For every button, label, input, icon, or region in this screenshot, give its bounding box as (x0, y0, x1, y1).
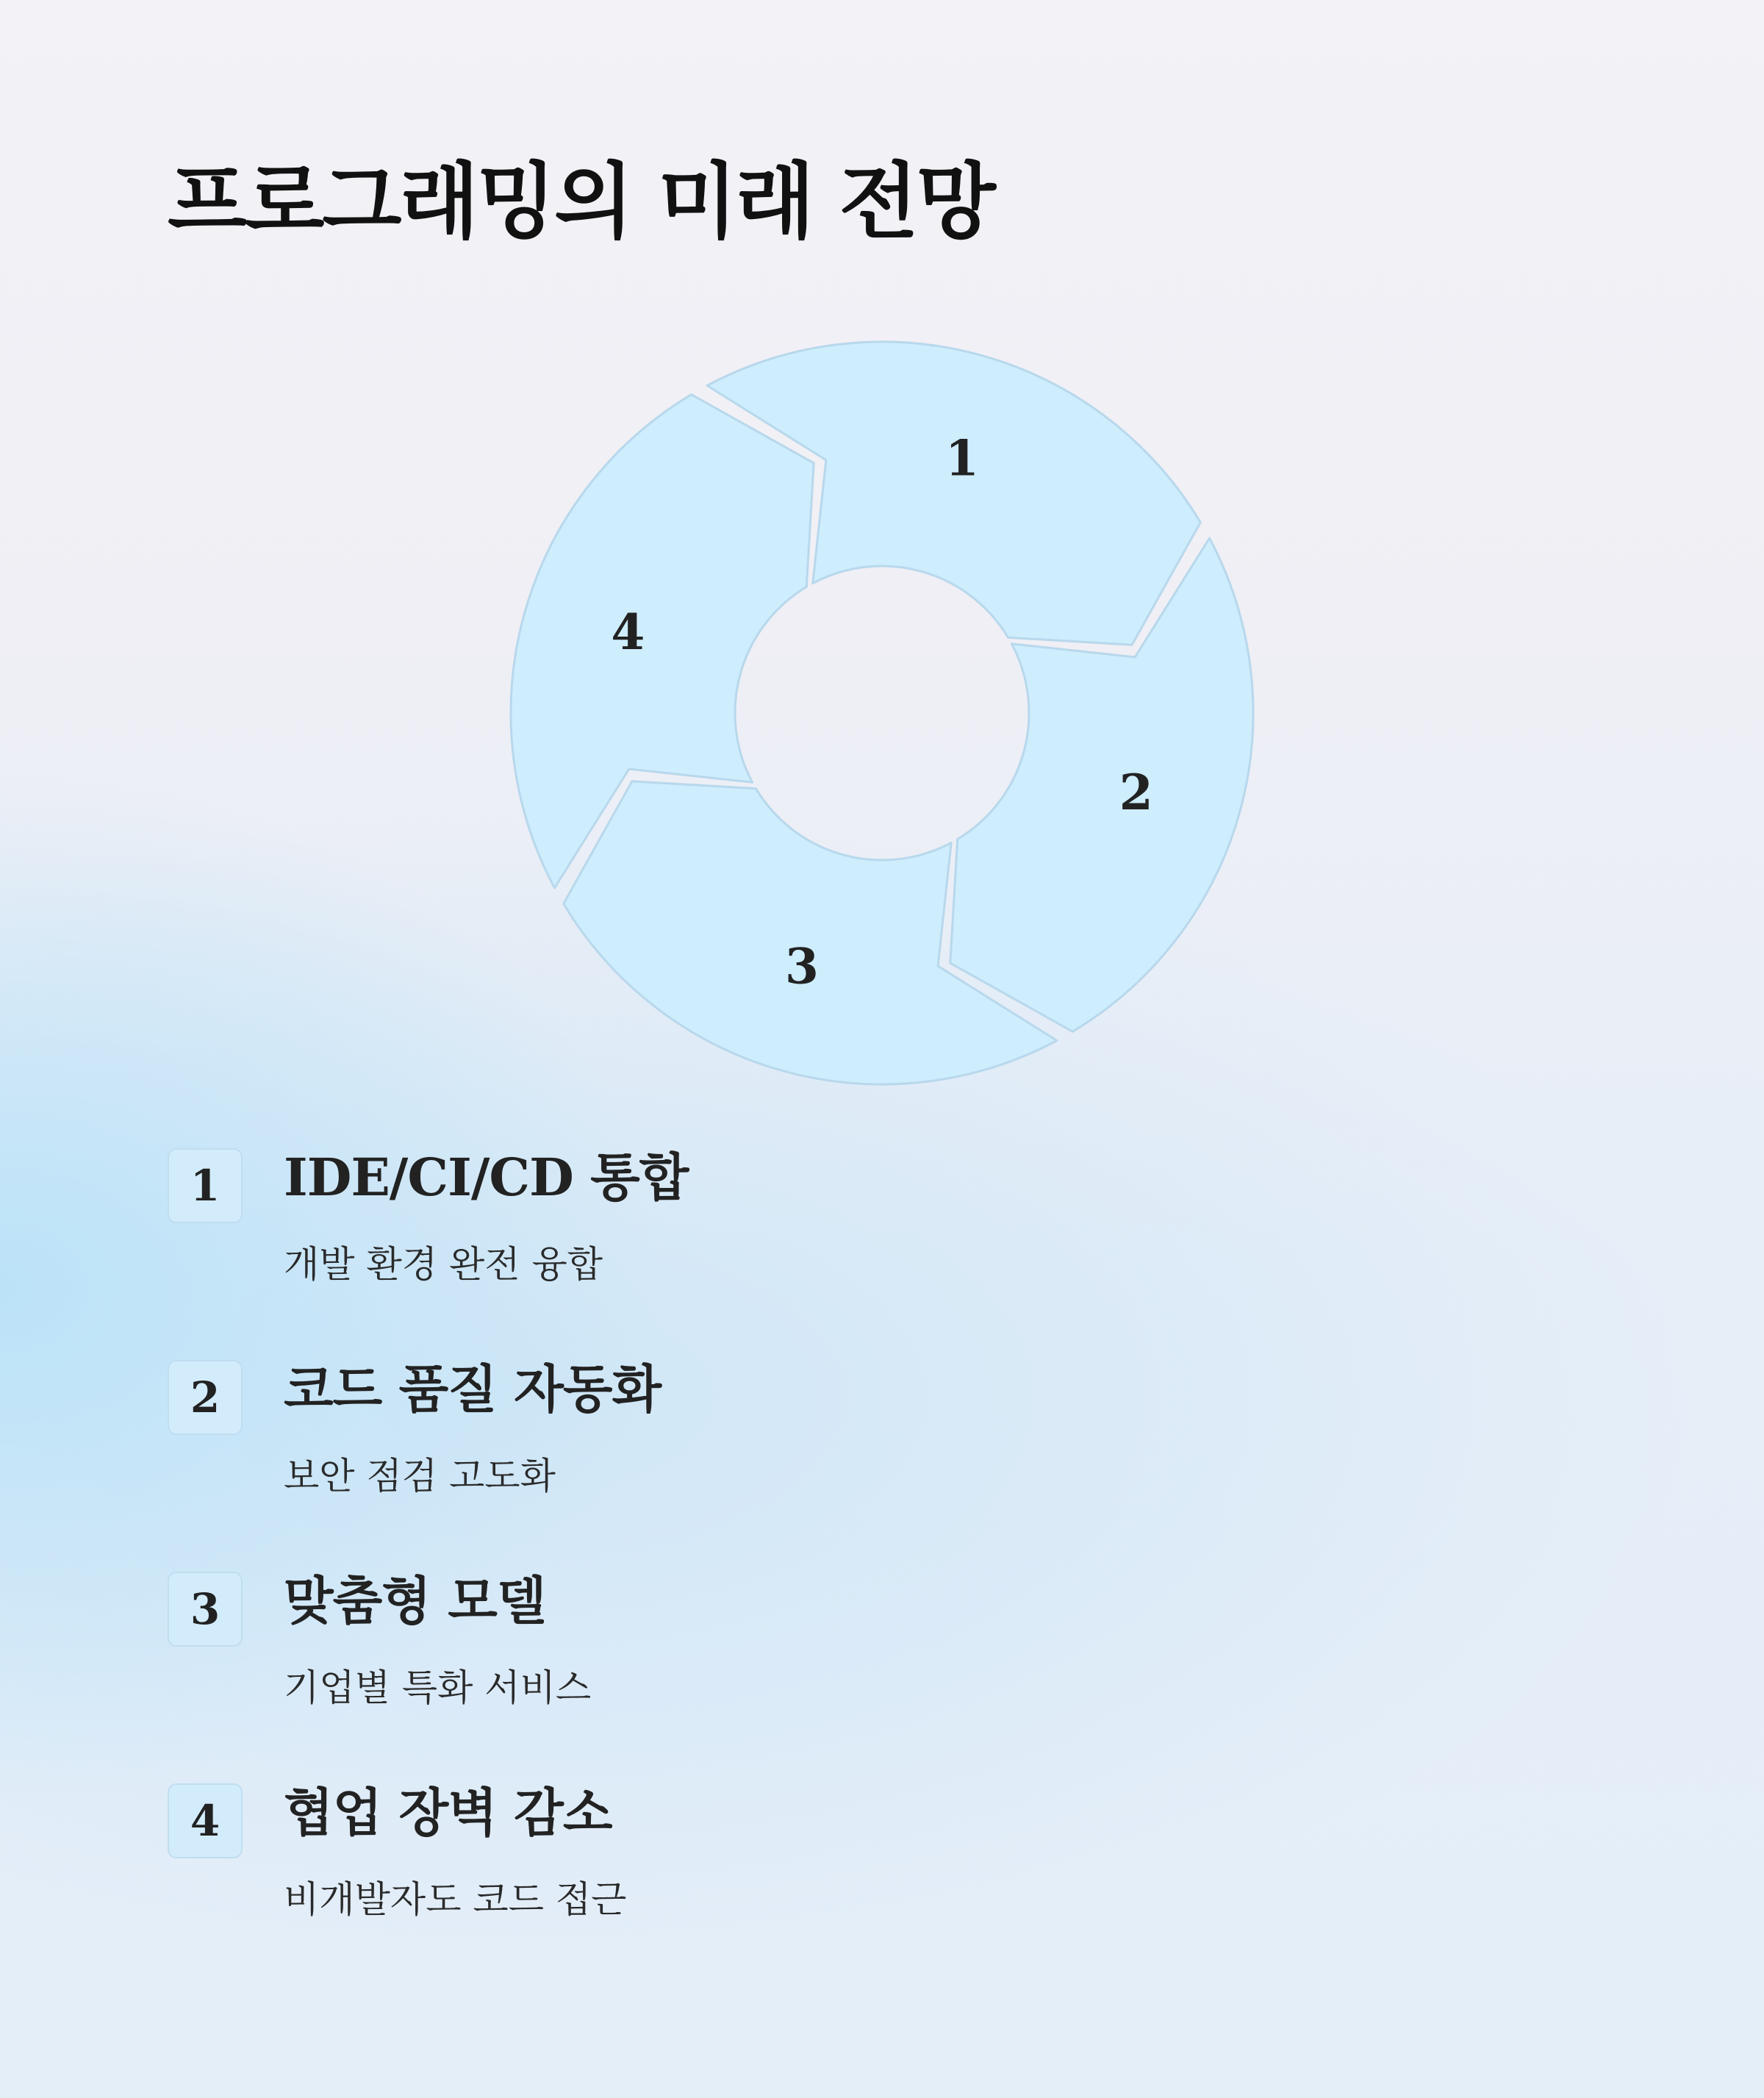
item-list (168, 1148, 1564, 1995)
item-title: IDE/CI/CD 통합 (284, 1147, 689, 1208)
item-number-badge: 4 (168, 1783, 243, 1858)
list-item-2 (168, 1360, 1564, 1572)
cycle-segment-label-2: 2 (1119, 764, 1153, 821)
item-description: 기업별 특화 서비스 (284, 1666, 592, 1709)
page-title: 프로그래밍의 미래 전망 (168, 154, 994, 250)
cycle-segment-label-4: 4 (611, 604, 645, 661)
list-item-3 (168, 1572, 1564, 1783)
list-item-4 (168, 1783, 1564, 1995)
item-number-badge: 2 (168, 1360, 243, 1435)
item-number-badge: 3 (168, 1572, 243, 1647)
item-title: 맞춤형 모델 (284, 1571, 546, 1631)
cycle-segment-label-3: 3 (785, 937, 819, 995)
item-number-badge: 1 (168, 1148, 243, 1223)
list-item-1 (168, 1148, 1564, 1360)
item-description: 개발 환경 완전 융합 (284, 1243, 603, 1286)
cycle-segment-label-1: 1 (945, 429, 979, 487)
item-description: 보안 점검 고도화 (284, 1455, 556, 1497)
item-description: 비개발자도 코드 접근 (284, 1878, 627, 1921)
item-title: 협업 장벽 감소 (284, 1783, 612, 1843)
item-title: 코드 품질 자동화 (284, 1359, 662, 1419)
